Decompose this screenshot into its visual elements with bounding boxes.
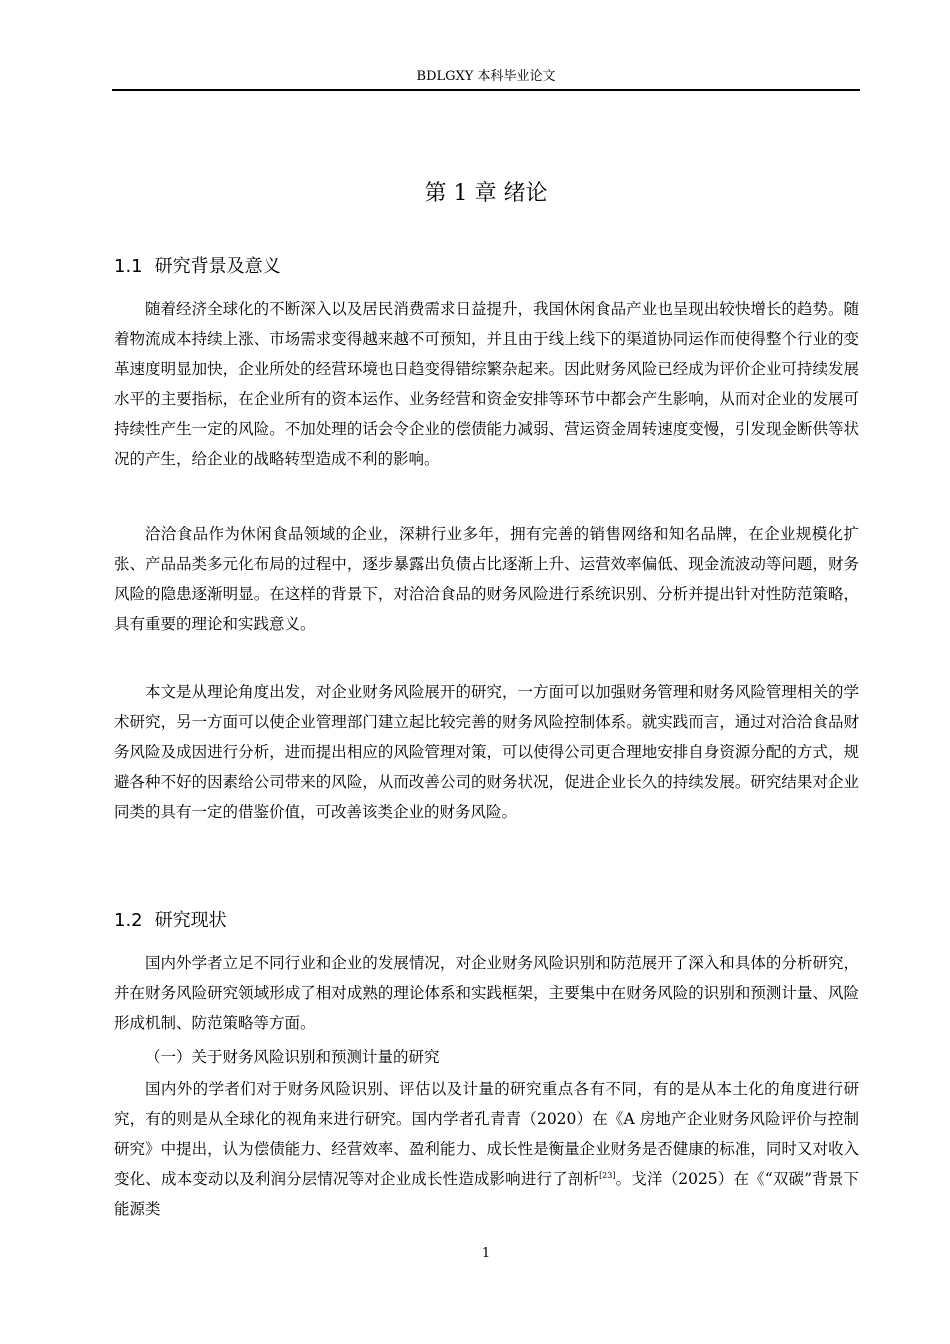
section-heading-1-1 <box>114 253 281 281</box>
paragraph-text-continued: 。戈洋（2025）在《“双碳”背景下能源类 <box>114 1170 859 1218</box>
page-number: 1 <box>481 1246 491 1261</box>
paragraph-company: 洽洽食品作为休闲食品领域的企业，深耕行业多年，拥有完善的销售网络和知名品牌，在企业规模化扩张、产品品类多元化布局的过程中，逐步暴露出负债占比逐渐上升、运营效率偏低、现金流波动等问题，财务风险的隐患逐渐明显。在这样的背景下，对洽洽食品的财务风险进行系统识别、分析并提出针对性防范策略，具有重要的理论和实践意义。 <box>114 525 859 633</box>
section-number: 1.2 <box>114 910 143 931</box>
subsection-heading: （一）关于财务风险识别和预测计量的研究 <box>145 1048 440 1066</box>
section-title: 研究背景及意义 <box>154 256 281 277</box>
section-title: 研究现状 <box>154 910 227 931</box>
paragraph-text: 国内外的学者们对于财务风险识别、评估以及计量的研究重点各有不同，有的是从本土化的角度进行研究，有的则是从全球化的视角来进行研究。国内学者孔青青（2020）在《A 房地产企业财务风险评价与控制研究》中提出，认为偿债能力、经营效率、盈利能力、成长性是衡量企业财务是否健康的标准，同时又对收入变化、成本变动以及利润分层情况等对企业成长性造成影响进行了剖析 <box>114 1080 859 1188</box>
section-heading-1-2 <box>114 907 227 935</box>
citation-marker: [23] <box>599 1170 616 1180</box>
paragraph-research-intro: 国内外学者立足不同行业和企业的发展情况，对企业财务风险识别和防范展开了深入和具体的分析研究，并在财务风险研究领域形成了相对成熟的理论体系和实践框架，主要集中在财务风险的识别和预测计量、风险形成机制、防范策略等方面。 <box>114 954 859 1032</box>
section-number: 1.1 <box>114 256 143 277</box>
paragraph-significance: 本文是从理论角度出发，对企业财务风险展开的研究，一方面可以加强财务管理和财务风险管理相关的学术研究，另一方面可以使企业管理部门建立起比较完善的财务风险控制体系。就实践而言，通过对洽洽食品财务风险及成因进行分析，进而提出相应的风险管理对策，可以使得公司更合理地安排自身资源分配的方式，规避各种不好的因素给公司带来的风险，从而改善公司的财务状况，促进企业长久的持续发展。研究结果对企业同类的具有一定的借鉴价值，可改善该类企业的财务风险。 <box>114 683 859 821</box>
page-header: BDLGXY 本科毕业论文 <box>416 69 556 84</box>
paragraph-background: 随着经济全球化的不断深入以及居民消费需求日益提升，我国休闲食品产业也呈现出较快增长的趋势。随着物流成本持续上涨、市场需求变得越来越不可预知，并且由于线上线下的渠道协同运作而使得整个行业的变革速度明显加快，企业所处的经营环境也日趋变得错综繁杂起来。因此财务风险已经成为评价企业可持续发展水平的主要指标，在企业所有的资本运作、业务经营和资金安排等环节中都会产生影响，从而对企业的发展可持续性产生一定的风险。不加处理的话会令企业的偿债能力减弱、营运资金周转速度变慢，引发现金断供等状况的产生，给企业的战略转型造成不利的影响。 <box>114 300 859 468</box>
header-divider <box>112 89 860 91</box>
paragraph-risk-identification <box>114 1074 859 1224</box>
chapter-title: 第 1 章 绪论 <box>424 181 548 206</box>
